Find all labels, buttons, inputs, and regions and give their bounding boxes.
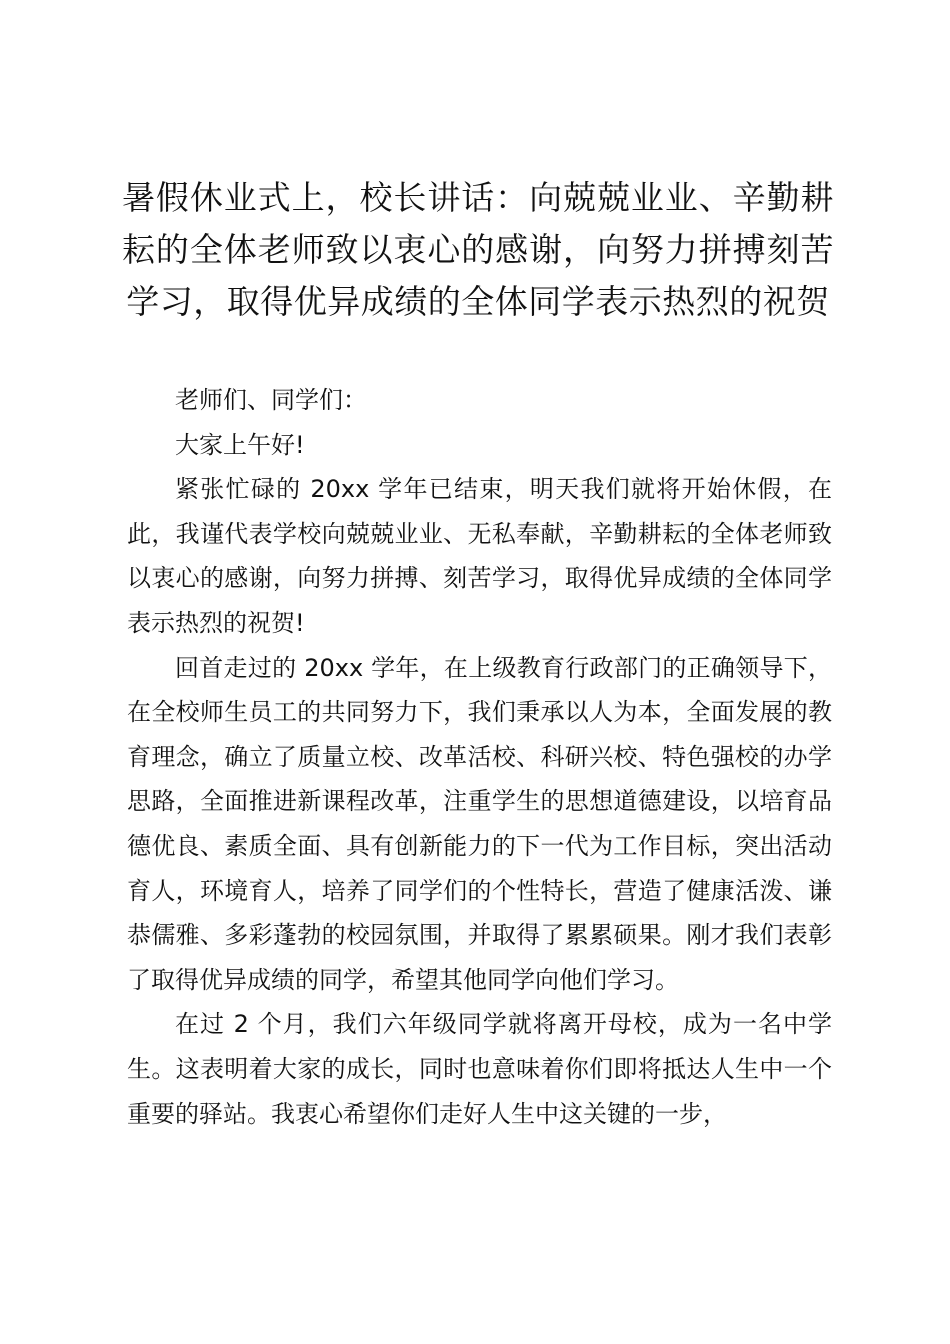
greeting: 大家上午好! <box>175 430 305 459</box>
paragraph-1: 紧张忙碌的 20xx 学年已结束，明天我们就将开始休假，在此，我谨代表学校向兢兢业业、无私奉献，辛勤耕耘的全体老师致以衷心的感谢，向努力拼搏、刻苦学习，取得优异成绩的全体同学表示热烈的祝贺! <box>127 475 832 637</box>
salutation: 老师们、同学们： <box>175 386 367 414</box>
paragraph-2: 回首走过的 20xx 学年，在上级教育行政部门的正确领导下，在全校师生员工的共同努力下，我们秉承以人为本，全面发展的教育理念，确立了质量立校、改革活校、科研兴校、特色强校的办学思路，全面推进新课程改革，注重学生的思想道德建设，以培育品德优良、素质全面、具有创新能力的下一代为工作目标，突出活动育人，环境育人，培养了同学们的个性特长，营造了健康活泼、谦恭儒雅、多彩蓬勃的校园氛围，并取得了累累硕果。刚才我们表彰了取得优异成绩的同学，希望其他同学向他们学习。 <box>127 653 832 994</box>
document-body <box>127 378 832 1136</box>
document-title: 暑假休业式上，校长讲话：向兢兢业业、辛勤耕耘的全体老师致以衷心的感谢，向努力拼搏刻苦学习，取得优异成绩的全体同学表示热烈的祝贺 <box>122 178 834 321</box>
paragraph-3: 在过 2 个月，我们六年级同学就将离开母校，成为一名中学生。这表明着大家的成长，同时也意味着你们即将抵达人生中一个重要的驿站。我衷心希望你们走好人生中这关键的一步， <box>127 1010 832 1128</box>
